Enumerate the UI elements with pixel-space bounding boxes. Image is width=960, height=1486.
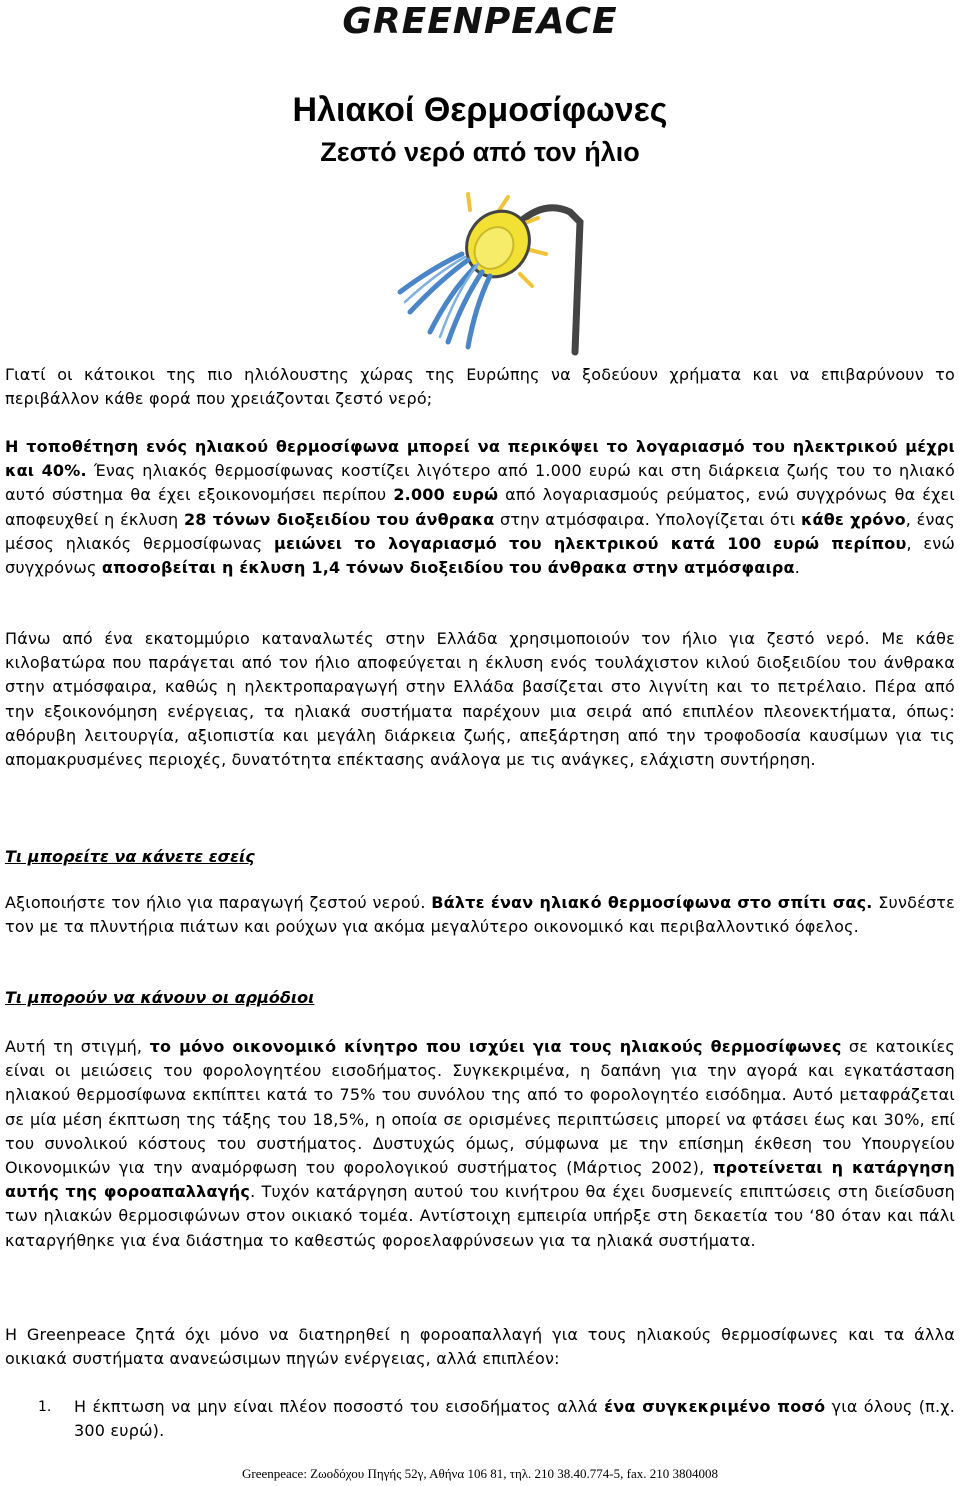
bold-text: 2.000 ευρώ <box>393 485 499 505</box>
bold-text: 28 τόνων διοξειδίου του άνθρακα <box>183 509 495 529</box>
demands-text: Η Greenpeace ζητά όχι μόνο να διατηρηθεί η φοροαπαλλαγή για τους ηλιακούς θερμοσίφωνες και τα άλλα οικιακά συστήματα ανανεώσιμων πηγών ενέργειας, αλλά επιπλέον: <box>5 1325 955 1369</box>
body-text: Συνδέστε τον με τα πλυντήρια πιάτων και ρούχων για ακόμα μεγαλύτερο οικονομικό και περιβαλλοντικό όφελος. <box>5 893 955 937</box>
body-text: . Τυχόν κατάργηση αυτού του κινήτρου θα έχει δυσμενείς επιπτώσεις στη διείσδυση των ηλιακών θερμοσιφώνων στον οικιακό τομέα. Αντίστοιχη εμπειρία υπήρξε στη δεκαετία του ‘80 όταν και πάλι καταργήθηκε για ένα διάστημα το καθεστώς φοροελαφρύνσεων για τα ηλιακά συστήματα. <box>5 1182 955 1250</box>
bold-text: ένα συγκεκριμένο ποσό <box>604 1397 826 1416</box>
bold-text: κάθε χρόνο <box>800 509 906 529</box>
list-item <box>74 1395 955 1443</box>
bold-text: προτείνεται η κατάργηση αυτής της φοροαπαλλαγής <box>5 1158 955 1202</box>
benefits-text: Πάνω από ένα εκατομμύριο καταναλωτές στην Ελλάδα χρησιμοποιούν τον ήλιο για ζεστό νερό. Με κάθε κιλοβατώρα που παράγεται από τον ήλιο αποφεύγεται η έκλυση ενός τουλάχιστον κιλού διοξειδίου του άνθρακα στην ατμόσφαιρα, καθώς η ηλεκτροπαραγωγή στην Ελλάδα βασίζεται στο λιγνίτη και το πετρέλαιο. Πέρα από την εξοικονόμηση ενέργειας, τα ηλιακά συστήματα παρέχουν μια σειρά από επιπλέον πλεονεκτήματα, όπως: αθόρυβη λειτουργία, αξιοπιστία και μεγάλη διάρκεια ζωής, απεξάρτηση από την τροφοδοσία καυσίμων για τις απομακρυσμένες περιοχές, δυνατότητα επέκτασης ανάλογα με τις ανάγκες, ελάχιστη συντήρηση. <box>5 629 955 770</box>
footer-contact: Greenpeace: Ζωοδόχου Πηγής 52γ, Αθήνα 106 81, τηλ. 210 38.40.774-5, fax. 210 3804008 <box>241 1466 718 1481</box>
bold-text: μειώνει το λογαριασμό του ηλεκτρικού κατά 100 ευρώ περίπου <box>273 533 907 553</box>
page-title: Ηλιακοί Θερμοσίφωνες <box>292 91 668 129</box>
body-text: για όλους (π.χ. 300 ευρώ). <box>74 1397 956 1441</box>
savings-paragraph <box>5 435 955 580</box>
body-text: Αυτή τη στιγμή, <box>5 1037 150 1056</box>
body-text: , ενώ συγχρόνως <box>5 533 956 578</box>
list-item-number: 1. <box>38 1399 52 1415</box>
benefits-paragraph <box>5 627 955 772</box>
authorities-paragraph <box>5 1035 955 1253</box>
intro-paragraph <box>5 363 955 411</box>
bold-text: Η τοποθέτηση ενός ηλιακού θερμοσίφωνα μπορεί να περικόψει το λογαριασμό του ηλεκτρικού μέχρι και 40%. <box>5 437 955 481</box>
intro-text: Γιατί οι κάτοικοι της πιο ηλιόλουστης χώρας της Ευρώπης να ξοδεύουν χρήματα και να επιβαρύνουν το περιβάλλον κάθε φορά που χρειάζονται ζεστό νερό; <box>5 365 955 409</box>
body-text: . <box>794 558 801 578</box>
body-text: σε κατοικίες είναι οι μειώσεις του φορολογητέου εισοδήματος. Συγκεκριμένα, η δαπάνη για την αγορά και εγκατάσταση ηλιακού θερμοσίφωνα εκπίπτει κατά το 75% του συνόλου της από το φορολογητέο εισόδημα. Αυτό μεταφράζεται σε μία μέση έκπτωση της τάξης του 18,5%, η οποία σε ορισμένες περιπτώσεις μπορεί να φτάσει έως και 30%, επί του συνολικού κόστους του συστήματος. Δυστυχώς όμως, σύμφωνα με την επίσημη έκθεση του Υπουργείου Οικονομικών για την αναμόρφωση του φορολογικού συστήματος (Μάρτιος 2002), <box>5 1037 955 1178</box>
greenpeace-logo: GREENPEACE <box>342 1 618 42</box>
body-text: στην ατμόσφαιρα. Υπολογίζεται ότι <box>494 509 801 529</box>
actions-you-paragraph <box>5 891 955 939</box>
bold-text: αποσοβείται η έκλυση 1,4 τόνων διοξειδίου του άνθρακα στην ατμόσφαιρα <box>101 558 795 578</box>
page-subtitle: Ζεστό νερό από τον ήλιο <box>320 137 640 167</box>
body-text: , ένας μέσος ηλιακός θερμοσίφωνας <box>5 509 956 553</box>
body-text: από λογαριασμούς ρεύματος, ενώ συγχρόνως θα έχει αποφευχθεί η έκλυση <box>5 485 956 529</box>
section-heading-you: Τι μπορείτε να κάνετε εσείς <box>5 847 255 866</box>
shower-head-sun-icon <box>370 192 595 357</box>
bold-text: Βάλτε έναν ηλιακό θερμοσίφωνα στο σπίτι σας. <box>431 893 873 912</box>
body-text: Αξιοποιήστε τον ήλιο για παραγωγή ζεστού νερού. <box>5 893 432 912</box>
body-text: Ένας ηλιακός θερμοσίφωνας κοστίζει λιγότερο από 1.000 ευρώ και στη διάρκεια ζωής του το ηλιακό αυτό σύστημα θα έχει εξοικονομήσει περίπου <box>5 461 956 505</box>
section-heading-authorities: Τι μπορούν να κάνουν οι αρμόδιοι <box>5 988 315 1007</box>
bold-text: το μόνο οικονομικό κίνητρο που ισχύει για τους ηλιακούς θερμοσίφωνες <box>149 1037 842 1056</box>
demands-paragraph <box>5 1323 955 1371</box>
body-text: Η έκπτωση να μην είναι πλέον ποσοστό του εισοδήματος αλλά <box>74 1397 605 1416</box>
